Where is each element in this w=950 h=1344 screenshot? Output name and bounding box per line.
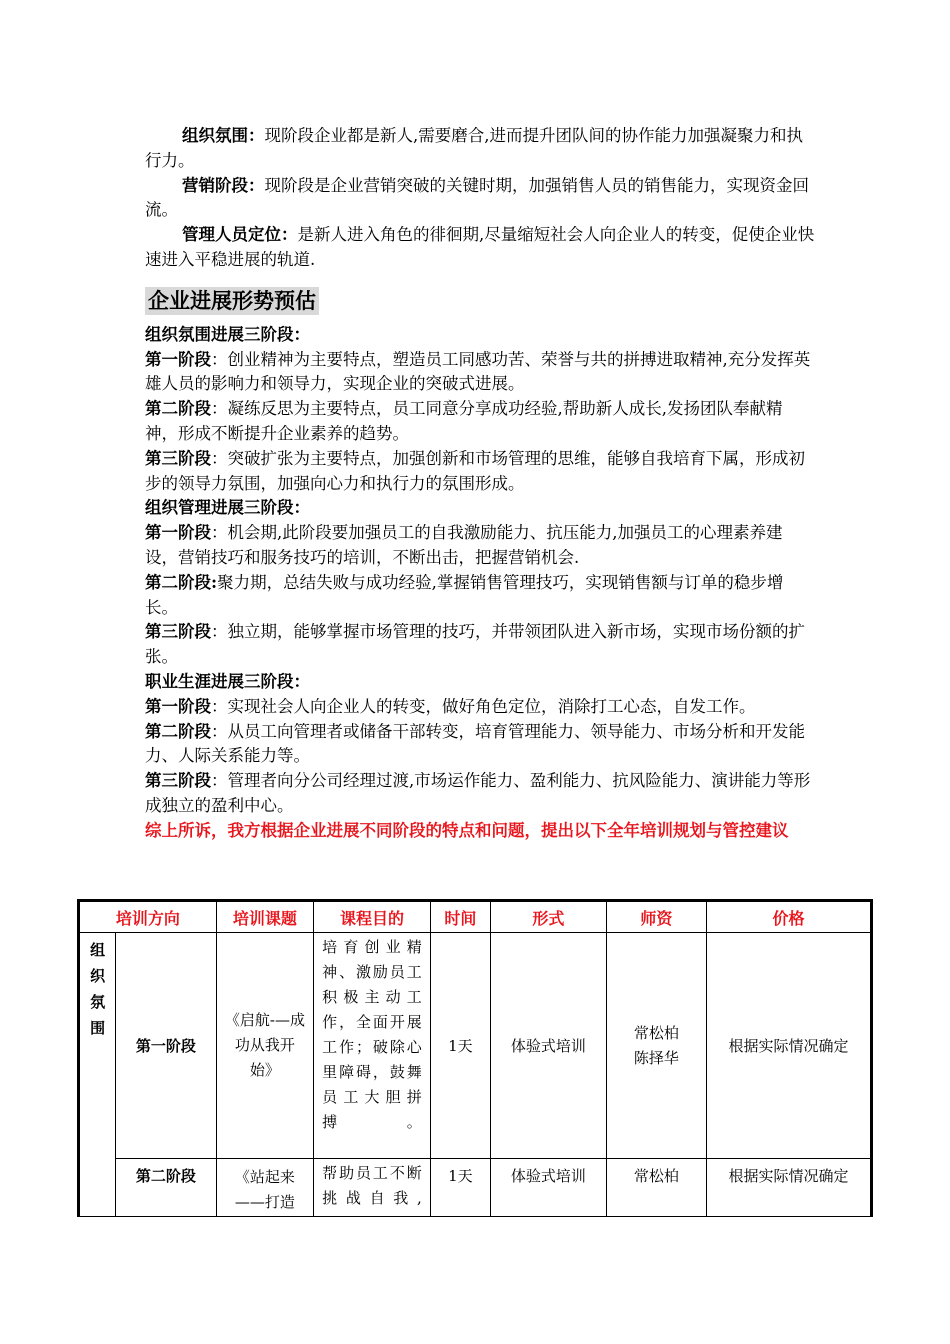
form-cell: 体验式培训 (491, 1159, 607, 1217)
conclusion-text: 综上所诉，我方根据企业进展不同阶段的特点和问题，提出以下全年培训规划与管控建议 (145, 820, 789, 840)
form-cell: 体验式培训 (491, 933, 607, 1159)
course-cell: 《站起来——打造 (216, 1159, 313, 1217)
stage-text: 机会期,此阶段要加强员工的自我激励能力、抗压能力,加强员工的心理素养建设，营销技巧和服务技巧的培训，不断出击，把握营销机会. (145, 523, 783, 567)
stage-paragraph (145, 769, 815, 819)
document-body (145, 124, 815, 844)
table-header-row (79, 901, 872, 933)
intro-label: 组织氛围： (182, 126, 265, 145)
column-header: 课程目的 (314, 901, 431, 933)
price-cell: 根据实际情况确定 (707, 1159, 872, 1217)
intro-paragraph (145, 124, 815, 174)
price-cell: 根据实际情况确定 (707, 933, 872, 1159)
group-organization-atmosphere (145, 323, 815, 497)
column-header: 培训课题 (216, 901, 313, 933)
stage-separator: ： (211, 349, 228, 369)
time-cell: 1天 (430, 933, 490, 1159)
stage-text: 从员工向管理者或储备干部转变，培育管理能力、领导能力、市场分析和开发能力、人际关系能力等。 (145, 721, 805, 766)
stage-paragraph (145, 521, 815, 571)
time-cell: 1天 (430, 1159, 490, 1217)
intro-text: 现阶段企业都是新人,需要磨合,进而提升团队间的协作能力加强凝聚力和执行力。 (145, 126, 803, 170)
stage-label: 第三阶段 (145, 771, 211, 791)
course-cell: 《启航-—成功从我开始》 (216, 933, 313, 1159)
stage-text: 聚力期，总结失败与成功经验,掌握销售管理技巧，实现销售额与订单的稳步增长。 (145, 572, 784, 617)
stage-separator: ： (211, 771, 228, 791)
stage-paragraph (145, 348, 815, 398)
stage-paragraph (145, 620, 815, 670)
stage-label: 第三阶段 (145, 448, 211, 468)
purpose-cell: 帮助员工不断挑战自我, (314, 1159, 431, 1217)
stage-text: 实现社会人向企业人的转变，做好角色定位，消除打工心态，自发工作。 (227, 696, 756, 716)
intro-text: 现阶段是企业营销突破的关键时期，加强销售人员的销售能力，实现资金回流。 (145, 175, 809, 220)
group-heading: 组织管理进展三阶段： (145, 498, 310, 518)
stage-separator: ： (211, 721, 228, 741)
purpose-cell: 培育创业精神、激励员工积极主动工作，全面开展工作；破除心里障碍，鼓舞员工大胆拼搏。 (314, 933, 431, 1159)
intro-label: 营销阶段： (182, 175, 265, 195)
stage-separator: ： (211, 696, 228, 716)
stage-cell: 第二阶段 (116, 1159, 217, 1217)
stage-text: 凝练反思为主要特点，员工同意分享成功经验,帮助新人成长,发扬团队奉献精神，形成不断提升企业素养的趋势。 (145, 399, 783, 443)
direction-text: 组织氛围 (90, 941, 106, 1037)
column-header: 时间 (430, 901, 490, 933)
intro-text: 是新人进入角色的徘徊期,尽量缩短社会人向企业人的转变，促使企业快速进入平稳进展的轨道. (145, 225, 815, 269)
stage-paragraph (145, 720, 815, 770)
intro-block (145, 124, 815, 273)
column-header: 师资 (606, 901, 707, 933)
teacher-cell: 常松柏 (606, 1159, 707, 1217)
stage-label: 第一阶段 (145, 349, 211, 369)
column-header: 形式 (491, 901, 607, 933)
section-title: 企业进展形势预估 (145, 287, 319, 315)
stage-label: 第一阶段 (145, 523, 211, 543)
table-row (79, 933, 872, 1159)
stage-separator: : (211, 572, 218, 592)
stage-label: 第二阶段 (145, 721, 211, 741)
intro-paragraph (145, 223, 815, 273)
stage-separator: ： (211, 399, 228, 419)
group-heading: 职业生涯进展三阶段： (145, 671, 310, 691)
stage-separator: ： (211, 523, 228, 543)
group-organization-management (145, 496, 815, 670)
group-career-development (145, 670, 815, 819)
stage-paragraph (145, 447, 815, 497)
stage-paragraph (145, 695, 815, 720)
stage-text: 突破扩张为主要特点，加强创新和市场管理的思维，能够自我培育下属，形成初步的领导力氛围，加强向心力和执行力的氛围形成。 (145, 448, 805, 493)
teacher-cell: 常松柏 陈择华 (606, 933, 707, 1159)
stage-text: 独立期，能够掌握市场管理的技巧，并带领团队进入新市场，实现市场份额的扩张。 (145, 622, 805, 667)
stage-text: 创业精神为主要特点，塑造员工同感功苦、荣誉与共的拼搏进取精神,充分发挥英雄人员的影响力和领导力，实现企业的突破式进展。 (145, 349, 811, 394)
stage-label: 第二阶段 (145, 572, 211, 592)
group-heading: 组织氛围进展三阶段： (145, 324, 310, 344)
training-plan-table (77, 899, 873, 1217)
table-row (79, 1159, 872, 1217)
column-header: 培训方向 (79, 901, 217, 933)
stage-label: 第二阶段 (145, 399, 211, 419)
stage-separator: ： (211, 448, 228, 468)
intro-paragraph (145, 174, 815, 224)
intro-label: 管理人员定位： (182, 225, 298, 245)
column-header: 价格 (707, 901, 872, 933)
direction-cell (79, 933, 116, 1217)
stage-separator: ： (211, 622, 228, 642)
stage-cell: 第一阶段 (116, 933, 217, 1159)
stage-label: 第一阶段 (145, 696, 211, 716)
stage-text: 管理者向分公司经理过渡,市场运作能力、盈利能力、抗风险能力、演讲能力等形成独立的盈利中心。 (145, 771, 811, 815)
stage-paragraph (145, 571, 815, 621)
stage-label: 第三阶段 (145, 622, 211, 642)
stage-paragraph (145, 397, 815, 447)
